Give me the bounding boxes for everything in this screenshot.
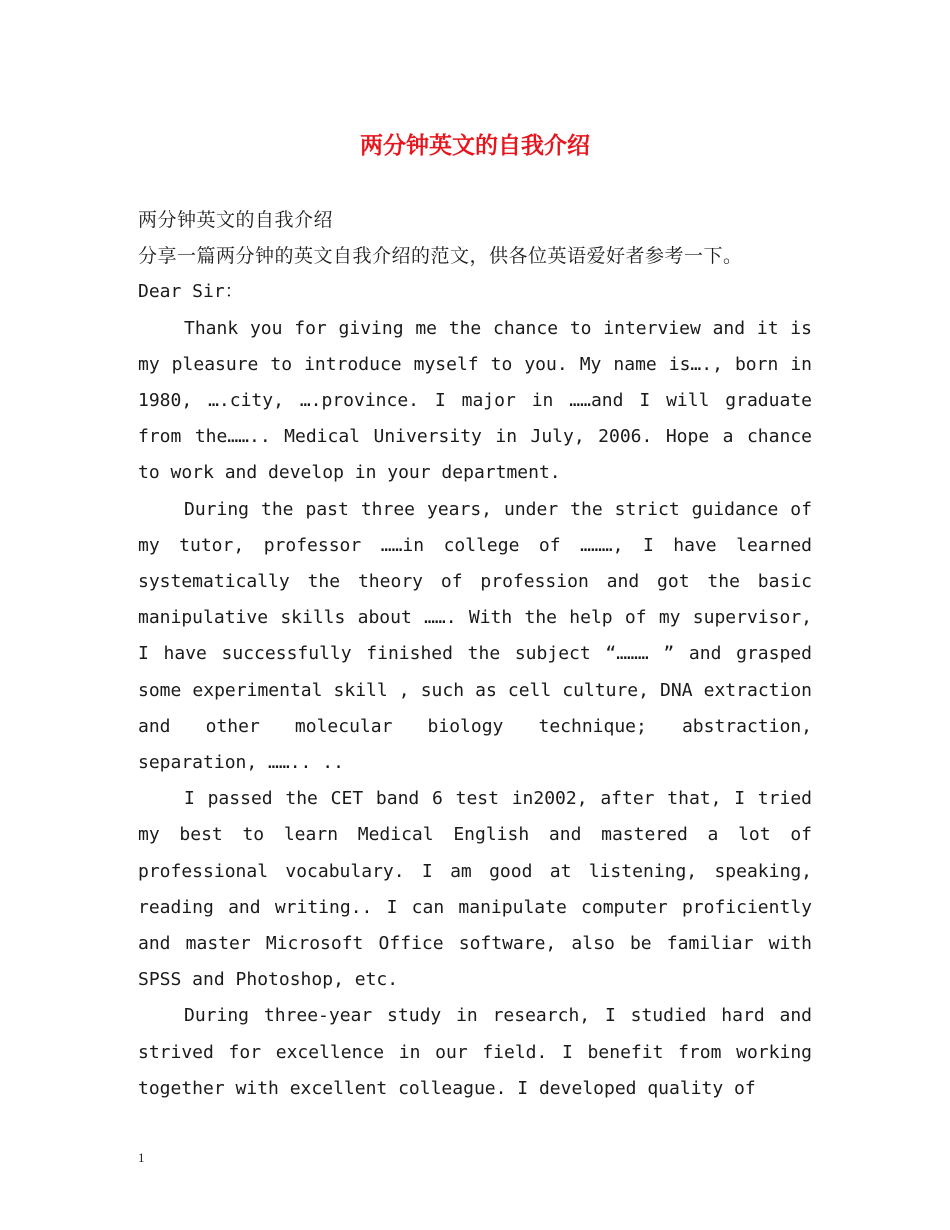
paragraph-introduction: Thank you for giving me the chance to interview and it is my pleasure to introduce myself to you. My name is…., born in 1980, ….city, ….province. I major in ……and I will graduate from the…….. Medical University in July, 2006. Hope a chance to work and develop in your department.	[138, 317, 812, 484]
page-number: 1	[138, 1150, 145, 1165]
salutation: Dear Sir：	[138, 281, 243, 303]
document-body	[138, 202, 812, 1107]
document-subtitle: 两分钟英文的自我介绍	[138, 209, 334, 231]
paragraph-research: During three-year study in research, I studied hard and strived for excellence in our field. I benefit from working together with excellent colleague. I developed quality of	[138, 1005, 812, 1099]
paragraph-studies: During the past three years, under the strict guidance of my tutor, professor ……in college of ………, I have learned systematically the theory of profession and got the basic manipulative skills about ……. With the help of my supervisor, I have successfully finished the subject “……… ” and grasped some experimental skill , such as cell culture, DNA extraction and other molecular biology technique; abstraction, separation, …….. ..	[138, 498, 812, 774]
document-title: 两分钟英文的自我介绍	[360, 132, 590, 159]
intro-line: 分享一篇两分钟的英文自我介绍的范文，供各位英语爱好者参考一下。	[138, 245, 743, 268]
paragraph-skills: I passed the CET band 6 test in2002, after that, I tried my best to learn Medical English and mastered a lot of professional vocabulary. I am good at listening, speaking, reading and writing.. I can manipulate computer proficiently and master Microsoft Office software, also be familiar with SPSS and Photoshop, etc.	[138, 788, 812, 991]
